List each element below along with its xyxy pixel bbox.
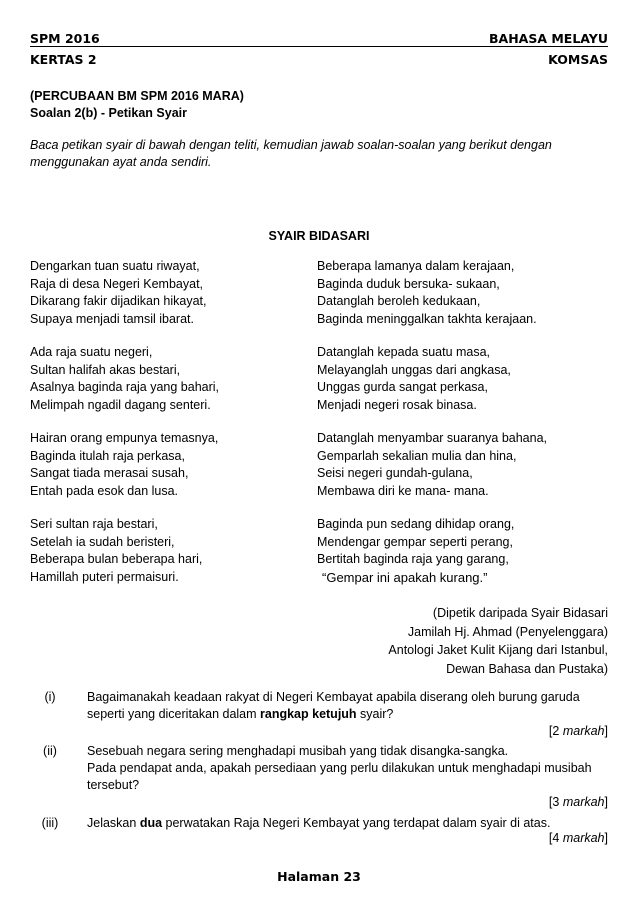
marks-open: [4 — [548, 831, 563, 845]
stanza — [317, 344, 511, 414]
poem-left-column — [30, 258, 300, 588]
verse-line: Datanglah kepada suatu masa, — [317, 345, 491, 359]
credit-line: Antologi Jaket Kulit Kijang dari Istanbul, — [388, 643, 608, 657]
page-header-top — [30, 31, 608, 47]
verse-line: Baginda pun sedang dihidap orang, — [317, 517, 515, 531]
section-label: Soalan 2(b) - Petikan Syair — [30, 106, 187, 120]
verse-line: Sultan halifah akas bestari, — [30, 362, 181, 377]
stanza — [317, 516, 514, 586]
verse-line: Mendengar gempar seperti perang, — [317, 534, 513, 549]
question-3 — [30, 815, 608, 833]
emphasis-text: rangkap ketujuh — [260, 707, 357, 721]
verse-line: Bertitah baginda raja yang garang, — [317, 552, 509, 566]
verse-line: Datanglah menyambar suaranya bahana, — [317, 431, 548, 445]
verse-line: Membawa diri ke mana- mana. — [317, 483, 489, 498]
question-text-fragment: seperti yang diceritakan dalam — [87, 707, 261, 721]
verse-line: Asalnya baginda raja yang bahari, — [30, 380, 220, 394]
verse-line: Unggas gurda sangat perkasa, — [317, 380, 488, 394]
verse-line: Raja di desa Negeri Kembayat, — [30, 276, 204, 291]
question-line: Bagaimanakah keadaan rakyat di Negeri Kembayat apabila diserang oleh burung garuda — [87, 690, 580, 704]
marks-word: markah — [562, 795, 605, 809]
stanza — [317, 258, 537, 328]
verse-line: Beberapa bulan beberapa hari, — [30, 552, 203, 566]
verse-line: Menjadi negeri rosak binasa. — [317, 397, 477, 412]
exam-year: SPM 2016 — [30, 31, 100, 46]
verse-line: Hamillah puteri permaisuri. — [30, 569, 179, 584]
marks-close: ] — [604, 724, 608, 738]
verse-line: Melimpah ngadil dagang senteri. — [30, 397, 211, 412]
credit-line: (Dipetik daripada Syair Bidasari — [432, 606, 608, 620]
verse-line: Baginda itulah raja perkasa, — [30, 448, 185, 463]
poem-title: SYAIR BIDASARI — [268, 229, 370, 243]
verse-line: Hairan orang empunya temasnya, — [30, 431, 219, 445]
marks-word: markah — [562, 724, 605, 738]
verse-line: Datanglah beroleh kedukaan, — [317, 294, 481, 308]
marks-word: markah — [562, 831, 605, 845]
verse-line: Gemparlah sekalian mulia dan hina, — [317, 448, 517, 463]
instruction-line: Baca petikan syair di bawah dengan teliti, kemudian jawab soalan-soalan yang berikut dengan — [30, 138, 552, 152]
verse-line: Supaya menjadi tamsil ibarat. — [30, 311, 194, 326]
question-text-fragment: syair? — [356, 707, 394, 721]
stanza — [317, 430, 547, 500]
paper-number: KERTAS 2 — [30, 52, 97, 67]
question-text — [87, 815, 608, 832]
question-text-fragment: Jelaskan — [87, 816, 140, 830]
question-number: (ii) — [43, 744, 57, 758]
instructions — [30, 137, 608, 171]
marks-close: ] — [604, 795, 608, 809]
credit-line: Jamilah Hj. Ahmad (Penyelenggara) — [407, 624, 608, 639]
question-line — [87, 815, 608, 832]
poem-credit — [388, 604, 608, 678]
question-text — [87, 743, 608, 794]
verse-line: Entah pada esok dan lusa. — [30, 483, 179, 498]
verse-line: Baginda duduk bersuka- sukaan, — [317, 276, 500, 291]
verse-line: Melayanglah unggas dari angkasa, — [317, 362, 511, 377]
question-line: Pada pendapat anda, apakah persediaan yang perlu dilakukan untuk menghadapi musibah — [87, 761, 592, 775]
verse-line: Ada raja suatu negeri, — [30, 345, 153, 359]
verse-line: Setelah ia sudah beristeri, — [30, 534, 175, 549]
question-number: (i) — [44, 690, 56, 704]
credit-line: Dewan Bahasa dan Pustaka) — [446, 661, 608, 676]
question-2 — [30, 743, 608, 795]
question-3-marks — [549, 831, 608, 845]
verse-line: Baginda meninggalkan takhta kerajaan. — [317, 311, 537, 326]
instruction-line: menggunakan ayat anda sendiri. — [30, 155, 212, 169]
question-line: Sesebuah negara sering menghadapi musibah yang tidak disangka-sangka. — [87, 744, 509, 758]
verse-line: Beberapa lamanya dalam kerajaan, — [317, 259, 515, 273]
question-1-marks — [549, 724, 608, 738]
poem-right-column — [317, 258, 608, 593]
question-1 — [30, 689, 608, 725]
page-header-bottom — [30, 52, 608, 68]
stanza — [30, 430, 218, 500]
marks-open: [2 — [548, 724, 563, 738]
verse-line: Dikarang fakir dijadikan hikayat, — [30, 294, 207, 308]
emphasis-text: dua — [139, 816, 163, 830]
stanza — [30, 258, 206, 328]
verse-line: Sangat tiada merasai susah, — [30, 466, 189, 480]
marks-close: ] — [604, 831, 608, 845]
stanza — [30, 344, 219, 414]
question-line — [87, 706, 608, 723]
verse-line: Seisi negeri gundah-gulana, — [317, 466, 473, 480]
source-label: (PERCUBAAN BM SPM 2016 MARA) — [30, 89, 244, 103]
page-number: Halaman 23 — [277, 869, 361, 884]
question-number: (iii) — [41, 816, 59, 830]
header-divider — [30, 46, 608, 47]
question-text — [87, 689, 608, 723]
question-2-marks — [549, 795, 608, 809]
subject-name: BAHASA MELAYU — [489, 31, 608, 46]
question-text-fragment: perwatakan Raja Negeri Kembayat yang terdapat dalam syair di atas. — [162, 816, 551, 830]
question-line: tersebut? — [87, 778, 140, 792]
paper-component: KOMSAS — [548, 52, 608, 67]
verse-line: “Gempar ini apakah kurang.” — [322, 569, 488, 585]
marks-open: [3 — [548, 795, 563, 809]
verse-line: Seri sultan raja bestari, — [30, 517, 158, 531]
verse-line: Dengarkan tuan suatu riwayat, — [30, 259, 200, 273]
stanza — [30, 516, 202, 586]
